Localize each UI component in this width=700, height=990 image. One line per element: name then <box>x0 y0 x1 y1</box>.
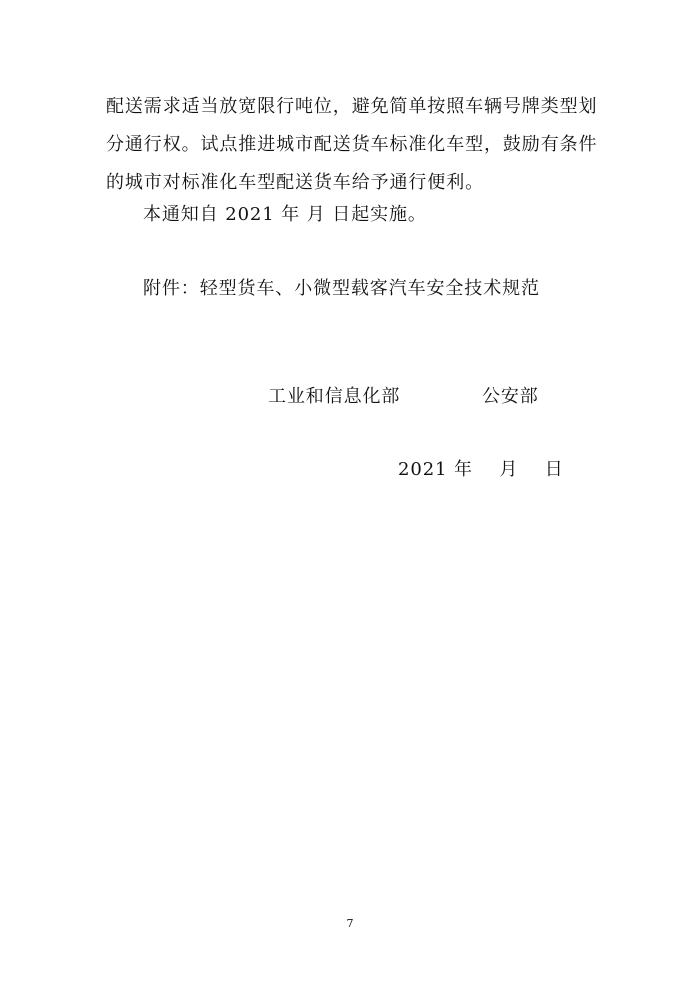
page-number: 7 <box>346 917 354 930</box>
paragraph-line: 的城市对标准化车型配送货车给予通行便利。 <box>106 172 484 193</box>
signing-organization-miit: 工业和信息化部 <box>268 386 401 407</box>
paragraph-continuation <box>106 88 596 202</box>
signature-date: 2021 年 月 日 <box>398 459 564 480</box>
paragraph-line: 配送需求适当放宽限行吨位，避免简单按照车辆号牌类型划 <box>106 96 598 117</box>
effective-date-paragraph: 本通知自 2021 年 月 日起实施。 <box>143 204 427 225</box>
signing-organization-mps: 公安部 <box>482 386 539 407</box>
attachment-line: 附件：轻型货车、小微型载客汽车安全技术规范 <box>143 278 540 299</box>
paragraph-line: 分通行权。试点推进城市配送货车标准化车型，鼓励有条件 <box>106 134 598 155</box>
